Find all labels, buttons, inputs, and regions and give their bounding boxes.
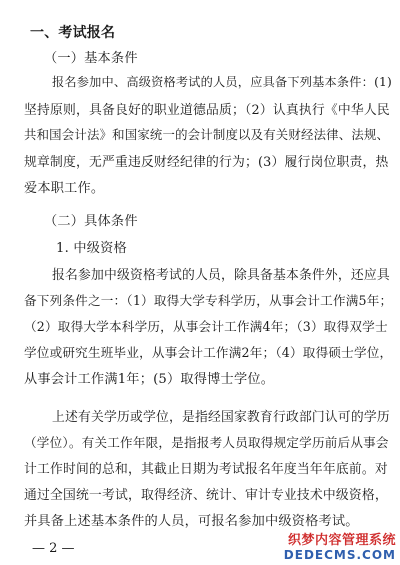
paragraph-line: 规章制度，无严重违反财经纪律的行为；(3）履行岗位职责，热 [24,155,389,170]
paragraph-line: 坚持原则，具备良好的职业道德品质；（2）认真执行《中华人民 [24,103,390,118]
page-number: — 2 — [32,541,75,556]
paragraph-line: 爱本职工作。 [24,181,105,196]
watermark-logo [284,534,396,561]
section-title: 一、考试报名 [30,25,116,41]
paragraph-line: 报名参加中级资格考试的人员，除具备基本条件外，还应具 [52,268,390,283]
paragraph-line: （2）取得大学本科学历，从事会计工作满4年；（3）取得双学士 [24,319,388,334]
paragraph-line: 从事会计工作满1年；(5）取得博士学位。 [24,372,275,387]
subsection-specific-conditions: （二）具体条件 [44,214,138,229]
watermark-title: 织梦内容管理系统 [287,533,396,548]
paragraph-line: 报名参加中、高级资格考试的人员，应具备下列基本条件：(1) [52,75,392,89]
watermark-domain: DEDECMS.COM [283,548,396,562]
paragraph-line: 学位或研究生班毕业，从事会计工作满2年；（4）取得硕士学位， [24,345,393,360]
paragraph-line: 备下列条件之一：（1）取得大学专科学历，从事会计工作满5年； [24,293,393,308]
paragraph-line: 上述有关学历或学位，是指经国家教育行政部门认可的学历 [52,410,390,425]
paragraph-line: 并具备上述基本条件的人员，可报名参加中级资格考试。 [24,514,359,529]
paragraph-line: 通过全国统一考试，取得经济、统计、审计专业技术中级资格， [24,488,388,503]
subsection-intermediate: 1. 中级资格 [56,241,127,256]
paragraph-line: 计工作时间的总和，其截止日期为考试报名年度当年年底前。对 [24,462,388,477]
paragraph-line: 共和国会计法》和国家统一的会计制度以及有关财经法律、法规、 [24,127,390,142]
subsection-basic-conditions: （一）基本条件 [44,51,138,66]
paragraph-line: （学位）。有关工作年限，是指报考人员取得规定学历前后从事会 [24,435,389,450]
